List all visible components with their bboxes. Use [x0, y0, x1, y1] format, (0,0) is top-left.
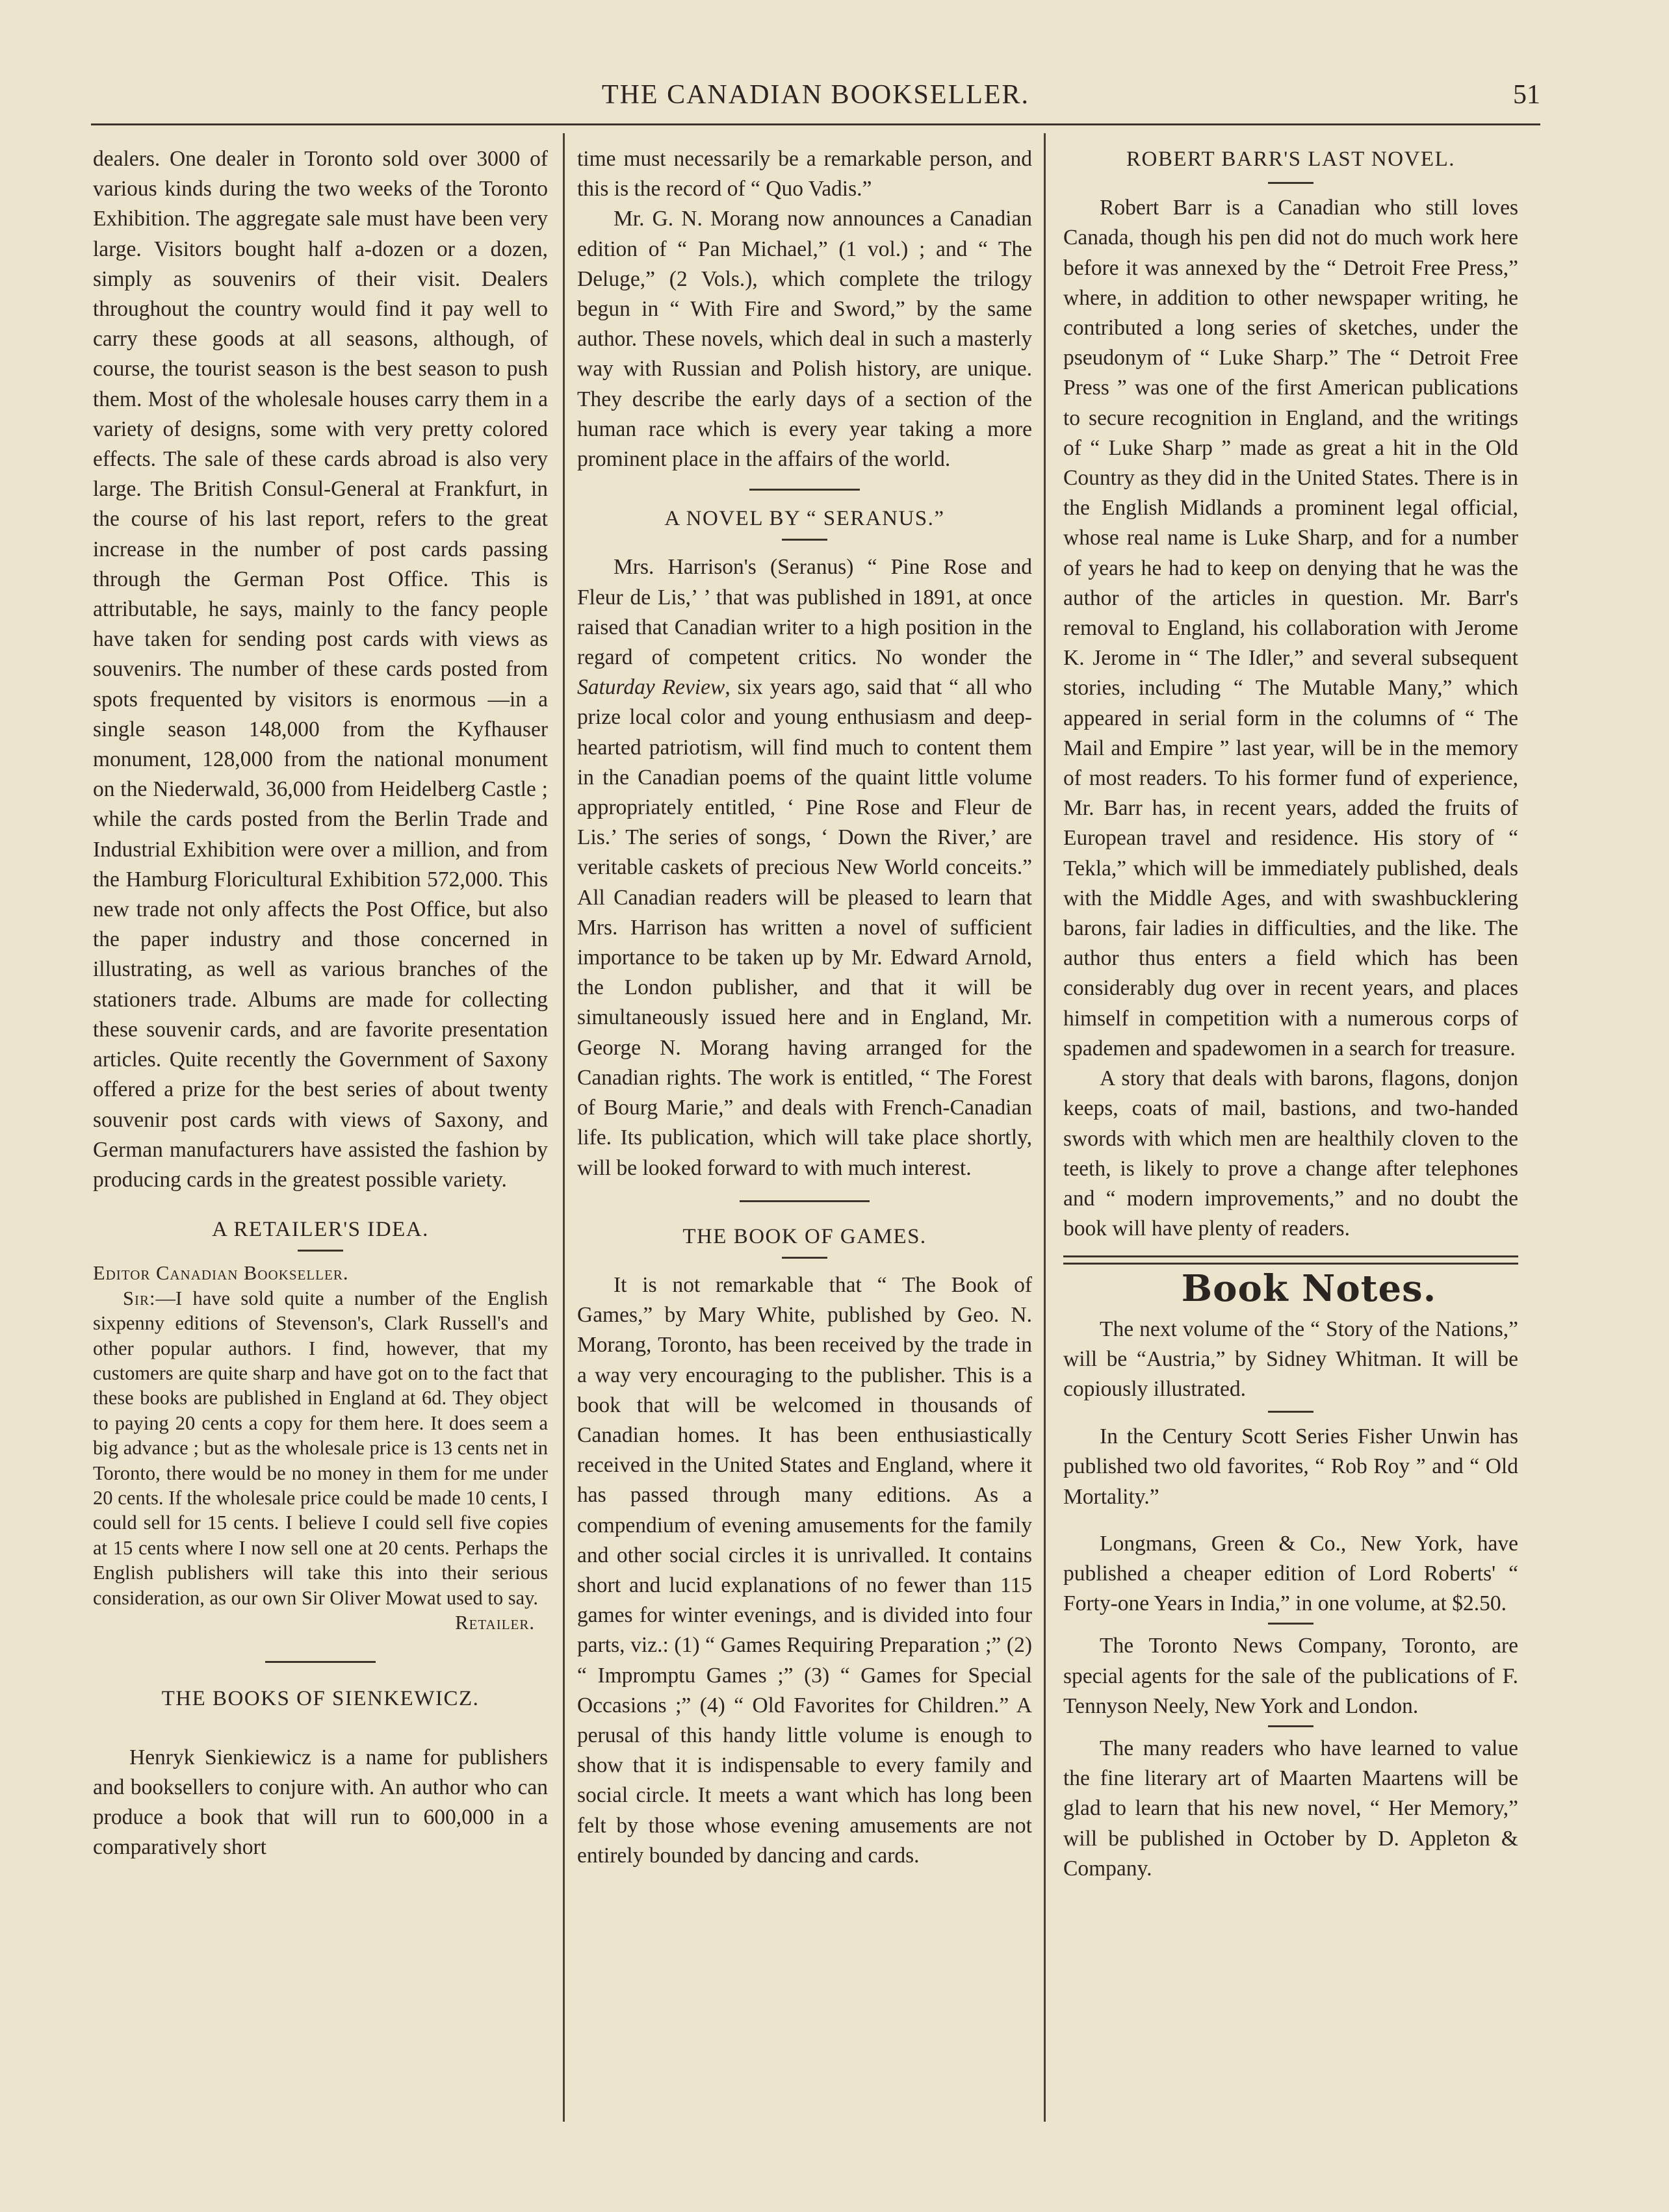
header-rule	[91, 123, 1540, 125]
heading-robert-barr: ROBERT BARR'S LAST NOVEL.	[1126, 148, 1455, 171]
saturday-review-title: Saturday Review	[577, 675, 725, 700]
column-1	[93, 144, 548, 1862]
paragraph-quo-vadis: time must necessarily be a remarkable person, and this is the record of “ Quo Vadis.”	[577, 147, 1032, 201]
letter-salutation: Editor Canadian Bookseller.	[93, 1262, 349, 1285]
paragraph-seranus	[577, 552, 1032, 1183]
column-divider-2	[1044, 133, 1046, 2122]
column-divider-1	[563, 133, 565, 2122]
heading-rule	[1268, 182, 1313, 184]
book-note-2: In the Century Scott Series Fisher Unwin has published two old favorites, “ Rob Roy ” and “ Old Mortality.”	[1063, 1424, 1518, 1509]
retailer-letter	[93, 1261, 548, 1635]
section-divider	[740, 1200, 870, 1202]
note-divider	[1268, 1623, 1313, 1625]
heading-rule	[782, 539, 827, 541]
note-divider	[1268, 1725, 1313, 1727]
publication-title: THE CANADIAN BOOKSELLER.	[601, 80, 1030, 110]
heading-seranus: A NOVEL BY “ SERANUS.”	[664, 507, 945, 531]
paragraph-sienkewicz: Henryk Sienkiewicz is a name for publishers and booksellers to conjure with. An author who can produce a book that will run to 600,000 in a comparatively short	[93, 1745, 548, 1860]
book-note-1: The next volume of the “ Story of the Nations,” will be “Austria,” by Sidney Whitman. It will be copiously illustrated.	[1063, 1317, 1518, 1401]
seranus-text-a: Mrs. Harrison's (Seranus) “ Pine Rose and Fleur de Lis,’ ’ that was published in 1891, at once raised that Canadian writer to a high position in the regard of competent critics. No wonder the	[577, 555, 1032, 670]
heading-rule	[298, 1250, 343, 1252]
column-3	[1063, 144, 1518, 1884]
book-note-4: The Toronto News Company, Toronto, are special agents for the sale of the publications of F. Tennyson Neely, New York and London.	[1063, 1634, 1518, 1718]
heading-sienkewicz: THE BOOKS OF SIENKEWICZ.	[161, 1687, 480, 1711]
book-note-3: Longmans, Green & Co., New York, have published a cheaper edition of Lord Roberts' “ Forty-one Years in India,” in one volume, at $2.50.	[1063, 1531, 1518, 1616]
paragraph-book-of-games: It is not remarkable that “ The Book of Games,” by Mary White, published by Geo. N. Morang, Toronto, has been received by the trade in a way very encouraging to the publisher. This is a book that will be welcomed in thousands of Canadian homes. It has been enthusiastically received in the United States and England, where it has passed through many editions. As a compendium of evening amusements for the family and other social circles it is unrivalled. It contains short and lucid explanations of no fewer than 115 games for winter evenings, and is divided into four parts, viz.: (1) “ Games Requiring Preparation ;” (2) “ Impromptu Games ;” (3) “ Games for Special Occasions ;” (4) “ Old Favorites for Children.” A perusal of this handy little volume is enough to show that it is indispensable to every family and social circle. It meets a want which has long been felt by those whose evening amusements are not entirely bounded by dancing and cards.	[577, 1272, 1032, 1868]
paragraph-barr-1: Robert Barr is a Canadian who still loves Canada, though his pen did not do much work here before it was annexed by the “ Detroit Free Press,” where, in addition to other newspaper writing, he contributed a long series of sketches, under the pseudonym of “ Luke Sharp.” The “ Detroit Free Press ” was one of the first American publications to secure recognition in England, and the writings of “ Luke Sharp ” made as great a hit in the Old Country as they did in the United States. There is in the English Midlands a prominent legal official, whose real name is Luke Sharp, and for a number of years he had to keep on denying that he was the author of the articles in question. Mr. Barr's removal to England, his collaboration with Jerome K. Jerome in “ The Idler,” and several subsequent stories, including “ The Mutable Many,” which appeared in serial form in the columns of “ The Mail and Empire ” last year, will be in the memory of most readers. To his former fund of experience, Mr. Barr has, in recent years, added the fruits of European travel and residence. His story of “ Tekla,” which will be immediately published, deals with the Middle Ages, and with swashbucklering barons, fair ladies in difficulties, and the like. The author thus enters a field which has been considerably dug over in recent years, and places himself in competition with a numerous corps of spademen and spadewomen in a search for treasure.	[1063, 196, 1518, 1061]
book-notes-rule	[1063, 1255, 1518, 1265]
letter-text: —I have sold quite a number of the English sixpenny editions of Stevenson's, Clark Russell's and other popular authors. I find, however, that my customers are quite sharp and have got on to the fact that these books are published in England at 6d. They object to paying 20 cents a copy for them here. It does seem a big advance ; but as the wholesale price is 13 cents net in Toronto, there would be no money in them for me under 20 cents. If the wholesale price could be made 10 cents, I could sell for 15 cents. I believe I could sell five copies at 15 cents where I now sell one at 20 cents. Perhaps the English publishers will take this into their serious consideration, as our own Sir Oliver Mowat used to say.	[93, 1287, 548, 1609]
letter-sir: Sir:	[123, 1287, 156, 1309]
column-2	[577, 144, 1032, 1871]
heading-retailers-idea: A RETAILER'S IDEA.	[212, 1218, 429, 1242]
book-note-5: The many readers who have learned to value the fine literary art of Maarten Maartens will be glad to learn that his new novel, “ Her Memory,” will be published in October by D. Appleton & Company.	[1063, 1736, 1518, 1881]
heading-book-notes: Book Notes.	[1181, 1267, 1437, 1311]
heading-rule	[782, 1257, 827, 1259]
heading-book-of-games: THE BOOK OF GAMES.	[682, 1224, 927, 1248]
paragraph-morang: Mr. G. N. Morang now announces a Canadian edition of “ Pan Michael,” (1 vol.) ; and “ The Deluge,” (2 Vols.), which complete the trilogy begun in “ With Fire and Sword,” by the same author. These novels, which deal in such a masterly way with Russian and Polish history, are unique. They describe the early days of a section of the human race which is every year taking a more prominent place in the affairs of the world.	[577, 207, 1032, 472]
section-divider	[265, 1661, 376, 1663]
paragraph-barr-2: A story that deals with barons, flagons, donjon keeps, coats of mail, bastions, and two-handed swords with which men are healthily cloven to the teeth, is likely to prove a change after telephones and “ modern improvements,” and no doubt the book will have plenty of readers.	[1063, 1066, 1518, 1241]
paragraph-souvenir-cards: dealers. One dealer in Toronto sold over 3000 of various kinds during the two weeks of the Toronto Exhibition. The aggregate sale must have been very large. Visitors bought half a-dozen or a dozen, simply as souvenirs of their visit. Dealers throughout the country would find it pay well to carry these goods at all seasons, although, of course, the tourist season is the best season to push them. Most of the wholesale houses carry them in a variety of designs, some with very pretty colored effects. The sale of these cards abroad is also very large. The British Consul-General at Frankfurt, in the course of his last report, refers to the great increase in the number of post cards passing through the German Post Office. This is attributable, he says, mainly to the fancy people have taken for sending post cards with views as souvenirs. The number of these cards posted from spots frequented by visitors is enormous —in a single season 148,000 from the Kyfhauser monument, 128,000 from the national monument on the Niederwald, 36,000 from Heidelberg Castle ; while the cards posted from the Berlin Trade and Industrial Exhibition were over a million, and from the Hamburg Floricultural Exhibition 572,000. This new trade not only affects the Post Office, but also the paper industry and those concerned in illustrating, as well as various branches of the stationers trade. Albums are made for collecting these souvenir cards, and are favorite presentation articles. Quite recently the Government of Saxony offered a prize for the best series of about twenty souvenir post cards with views of Saxony, and German manufacturers have assisted the fashion by producing cards in the greatest possible variety.	[93, 147, 548, 1192]
letter-body	[93, 1286, 548, 1610]
page-header	[91, 77, 1540, 116]
section-divider	[749, 489, 860, 491]
letter-signature: Retailer.	[455, 1612, 535, 1634]
note-divider	[1268, 1411, 1313, 1413]
page-number: 51	[1513, 80, 1540, 110]
seranus-text-b: , six years ago, said that “ all who prize local color and young enthusiasm and deep-hearted patriotism, will find much to content them in the Canadian poems of the quaint little volume appropriately entitled, ‘ Pine Rose and Fleur de Lis.’ The series of songs, ‘ Down the River,’ are veritable caskets of precious New World conceits.” All Canadian readers will be pleased to learn that Mrs. Harrison has written a novel of sufficient importance to be taken up by Mr. Edward Arnold, the London publisher, and that it will be simultaneously issued here and in England, Mr. George N. Morang having arranged for the Canadian rights. The work is entitled, “ The Forest of Bourg Marie,” and deals with French-Canadian life. Its publication, which will take place shortly, will be looked forward to with much interest.	[577, 675, 1032, 1180]
